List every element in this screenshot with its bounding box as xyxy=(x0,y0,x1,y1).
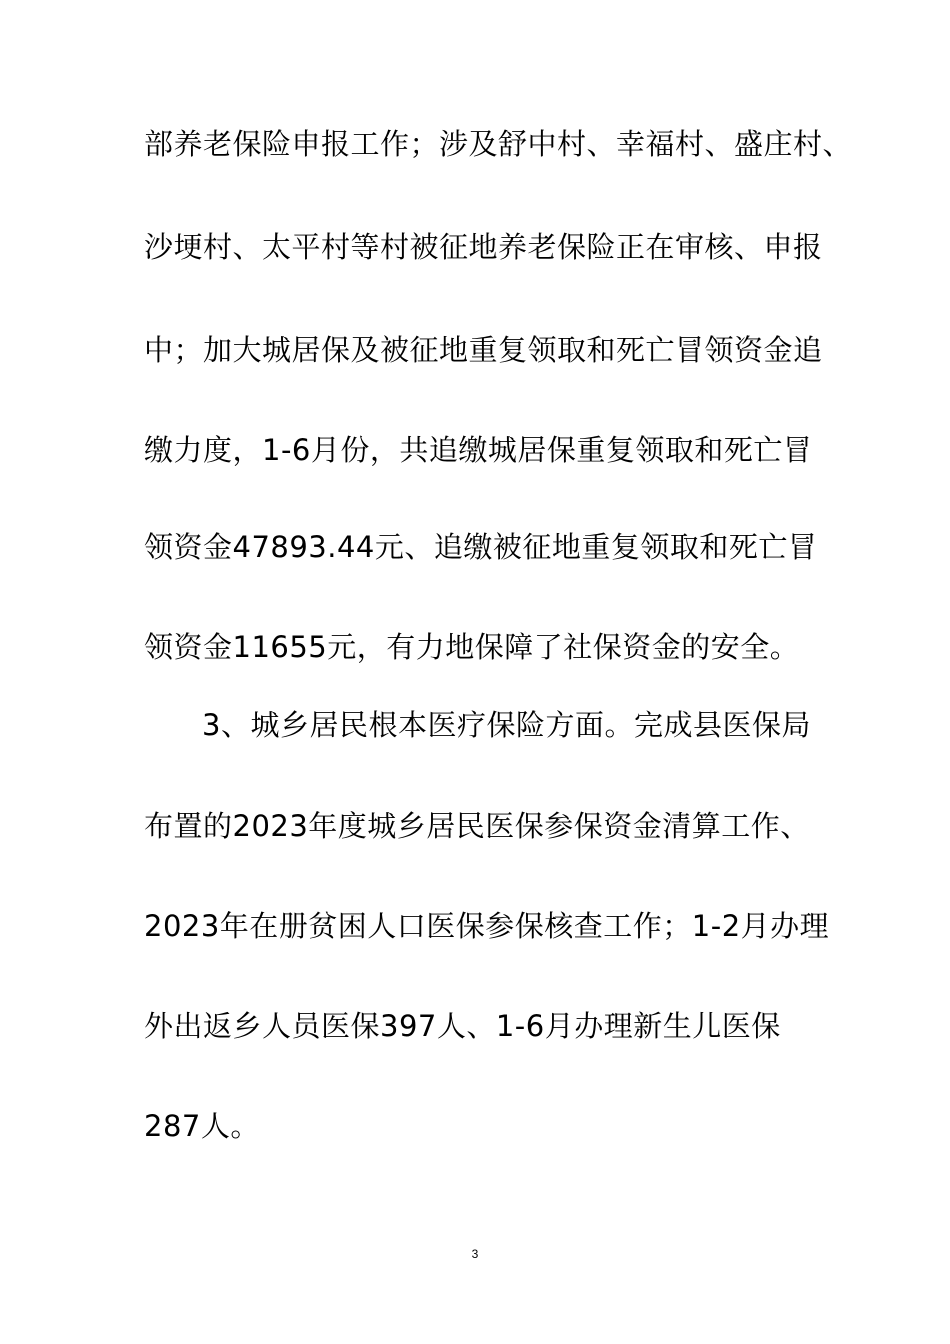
text-line-2: 沙埂村、太平村等村被征地养老保险正在审核、申报 xyxy=(144,230,823,264)
page-number: 3 xyxy=(471,1247,479,1261)
text-line-1: 部养老保险申报工作；涉及舒中村、幸福村、盛庄村、 xyxy=(144,127,853,161)
text-line-7: 3、城乡居民根本医疗保险方面。完成县医保局 xyxy=(202,708,811,742)
text-line-8: 布置的2023年度城乡居民医保参保资金清算工作、 xyxy=(144,809,810,843)
text-line-3: 中；加大城居保及被征地重复领取和死亡冒领资金追 xyxy=(144,333,823,367)
text-line-5: 领资金47893.44元、追缴被征地重复领取和死亡冒 xyxy=(144,530,818,564)
text-line-10: 外出返乡人员医保397人、1-6月办理新生儿医保 xyxy=(144,1009,781,1043)
text-line-4: 缴力度，1-6月份，共追缴城居保重复领取和死亡冒 xyxy=(144,433,813,467)
text-line-11: 287人。 xyxy=(144,1109,260,1143)
text-line-9: 2023年在册贫困人口医保参保核查工作；1-2月办理 xyxy=(144,909,830,943)
text-line-6: 领资金11655元，有力地保障了社保资金的安全。 xyxy=(144,630,800,664)
